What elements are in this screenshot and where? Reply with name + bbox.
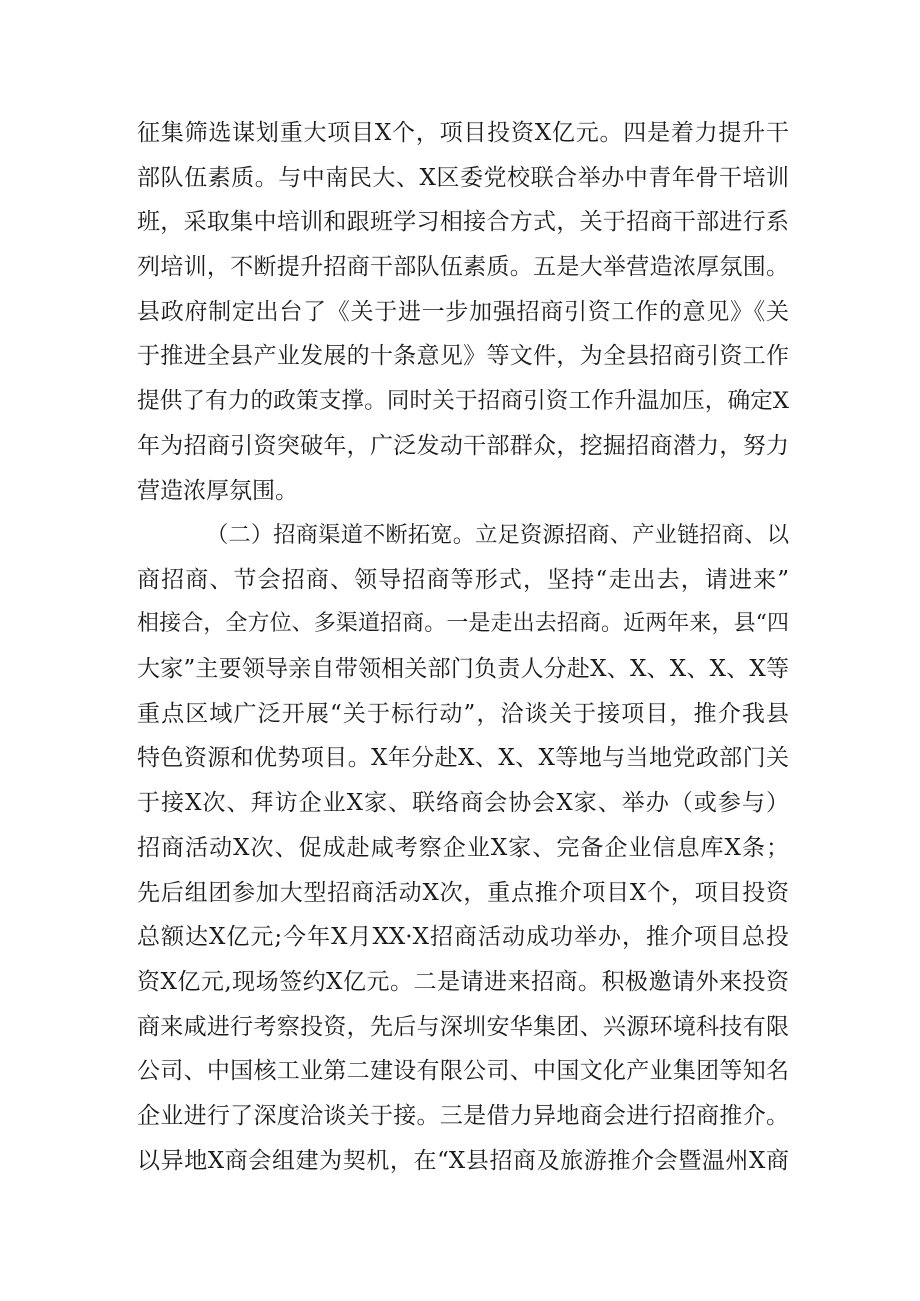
text-line: 重点区域广泛开展“关于标行动”，洽谈关于接项目，推介我县 — [137, 700, 789, 727]
text-line: 总额达X亿元;今年X月XX·X招商活动成功举办，推介项目总投 — [137, 924, 789, 951]
text-line: 部队伍素质。与中南民大、X区委党校联合举办中青年骨干培训 — [137, 164, 789, 191]
text-line: 班，采取集中培训和跟班学习相接合方式，关于招商干部进行系 — [137, 209, 789, 236]
paragraph-1 — [137, 111, 789, 513]
text-line: 征集筛选谋划重大项目X个，项目投资X亿元。四是着力提升干 — [137, 120, 789, 146]
text-line: 招商活动X次、促成赴咸考察企业X家、完备企业信息库X条； — [137, 834, 789, 861]
text-line: 先后组团参加大型招商活动X次，重点推介项目X个，项目投资 — [137, 879, 789, 906]
text-line: 企业进行了深度洽谈关于接。三是借力异地商会进行招商推介。 — [137, 1102, 789, 1129]
text-line: 相接合，全方位、多渠道招商。一是走出去招商。近两年来，县“四 — [137, 611, 789, 637]
section-heading-line: （二）招商渠道不断拓宽。立足资源招商、产业链招商、以 — [206, 522, 789, 548]
text-line: 于推进全县产业发展的十条意见》等文件，为全县招商引资工作 — [137, 343, 789, 370]
text-line: 商来咸进行考察投资，先后与深圳安华集团、兴源环境科技有限 — [137, 1013, 789, 1040]
text-line: 以异地X商会组建为契机，在“X县招商及旅游推介会暨温州X商 — [137, 1147, 789, 1174]
text-line: 公司、中国核工业第二建设有限公司、中国文化产业集团等知名 — [137, 1058, 789, 1085]
paragraph-2 — [137, 513, 789, 1183]
text-line: 资X亿元,现场签约X亿元。二是请进来招商。积极邀请外来投资 — [137, 968, 789, 995]
text-line: 营造浓厚氛围。 — [137, 477, 298, 504]
text-line: 县政府制定出台了《关于进一步加强招商引资工作的意见》《关 — [137, 298, 789, 325]
text-line: 大家”主要领导亲自带领相关部门负责人分赴X、X、X、X、X等 — [137, 656, 789, 683]
text-line: 列培训，不断提升招商干部队伍素质。五是大举营造浓厚氛围。 — [137, 254, 789, 281]
text-line: 年为招商引资突破年，广泛发动干部群众，挖掘招商潜力，努力 — [137, 432, 789, 459]
text-line: 提供了有力的政策支撑。同时关于招商引资工作升温加压，确定X — [137, 388, 789, 415]
text-line: 特色资源和优势项目。X年分赴X、X、X等地与当地党政部门关 — [137, 745, 789, 772]
text-line: 于接X次、拜访企业X家、联络商会协会X家、举办（或参与） — [137, 790, 789, 817]
text-line: 商招商、节会招商、领导招商等形式，坚持“走出去，请进来” — [137, 566, 789, 593]
